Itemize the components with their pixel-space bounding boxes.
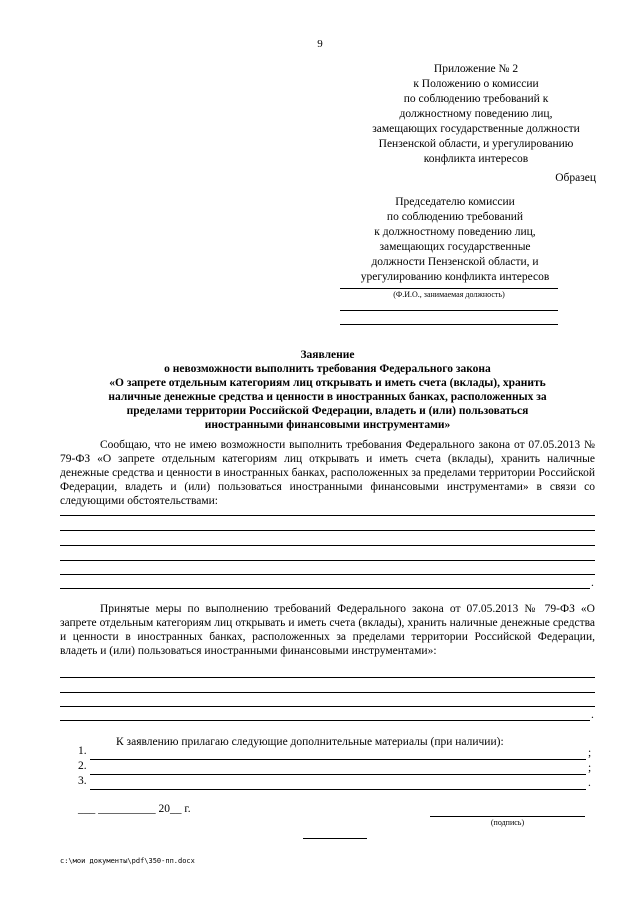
addressee-name-line[interactable]: [340, 288, 558, 289]
line-end-mark: .: [591, 709, 594, 721]
appendix-line: Приложение № 2: [433, 63, 519, 75]
addressee-line: должности Пензенской области, и: [371, 256, 539, 268]
attachments-intro: К заявлению прилагаю следующие дополнительные материалы (при наличии):: [116, 736, 504, 748]
measures-paragraph: Принятые меры по выполнению требований Федерального закона от 07.05.2013 № 79-ФЗ «О запрете отдельным категориям лиц открывать и иметь счета (вклады), хранить наличные денежные средства и ценности в иностранных банках, расположенных за пределами территории Российской Федерации, владеть и (или) пользоваться иностранными финансовыми инструментами»:: [60, 603, 595, 657]
signature-caption: (подпись): [490, 818, 525, 827]
title-line: иностранными финансовыми инструментами»: [204, 419, 451, 431]
footer-file-path: c:\мои документы\pdf\350-пп.docx: [60, 857, 195, 865]
statement-paragraph: Сообщаю, что не имею возможности выполнить требования Федерального закона от 07.05.2013 № 79-ФЗ «О запрете отдельным категориям лиц открывать и иметь счета (вклады), хранить наличные денежные средства и ценности в иностранных банках, расположенных за пределами территории Российской Федерации, владеть и (или) пользоваться иностранными финансовыми инструментами» в связи со следующими обстоятельствами:: [60, 439, 595, 507]
title-line: о невозможности выполнить требования Федерального закона: [164, 363, 491, 375]
attachment-end-mark: ;: [588, 747, 592, 759]
measures-line[interactable]: [60, 720, 590, 721]
separator-line: [303, 838, 367, 839]
addressee-line: урегулированию конфликта интересов: [360, 271, 550, 283]
circumstances-line[interactable]: [60, 545, 595, 546]
date-line[interactable]: ___ __________ 20__ г.: [78, 803, 191, 815]
addressee-line: Председателю комиссии: [395, 196, 515, 208]
page-number: 9: [317, 38, 323, 50]
line-end-mark: .: [591, 577, 594, 589]
appendix-line: должностному поведению лиц,: [399, 108, 553, 120]
appendix-line: замещающих государственные должности: [372, 123, 580, 135]
addressee-line: замещающих государственные: [379, 241, 531, 253]
document-title: [60, 348, 595, 432]
attachment-line[interactable]: [90, 759, 586, 760]
attachment-end-mark: ;: [588, 762, 592, 774]
addressee-caption: (Ф.И.О., занимаемая должность): [393, 290, 505, 299]
measures-line[interactable]: [60, 692, 595, 693]
measures-line[interactable]: [60, 677, 595, 678]
addressee-extra-line[interactable]: [340, 310, 558, 311]
appendix-line: по соблюдению требований к: [403, 93, 549, 105]
appendix-line: конфликта интересов: [423, 153, 529, 165]
title-line: «О запрете отдельным категориям лиц открывать и иметь счета (вклады), хранить: [109, 377, 546, 389]
title-line: наличные денежные средства и ценности в иностранных банках, расположенных за: [108, 391, 547, 403]
title-line: пределами территории Российской Федерации, владеть и (или) пользоваться: [126, 405, 529, 417]
appendix-line: Пензенской области, и урегулированию: [378, 138, 574, 150]
circumstances-line[interactable]: [60, 530, 595, 531]
attachment-line[interactable]: [90, 789, 586, 790]
addressee-extra-line[interactable]: [340, 324, 558, 325]
attachment-number: 2.: [78, 760, 87, 772]
circumstances-line[interactable]: [60, 588, 590, 589]
measures-line[interactable]: [60, 706, 595, 707]
attachment-end-mark: .: [588, 777, 591, 789]
addressee-line: к должностному поведению лиц,: [374, 226, 536, 238]
addressee-line: по соблюдению требований: [386, 211, 524, 223]
addressee-block: [330, 195, 580, 285]
attachment-number: 3.: [78, 775, 87, 787]
title-line: Заявление: [300, 349, 355, 361]
appendix-header: [336, 62, 616, 167]
circumstances-line[interactable]: [60, 515, 595, 516]
circumstances-line[interactable]: [60, 574, 595, 575]
attachment-line[interactable]: [90, 774, 586, 775]
attachment-number: 1.: [78, 745, 87, 757]
signature-line[interactable]: [430, 816, 585, 817]
sample-label: Образец: [555, 172, 596, 184]
appendix-line: к Положению о комиссии: [413, 78, 539, 90]
circumstances-line[interactable]: [60, 560, 595, 561]
